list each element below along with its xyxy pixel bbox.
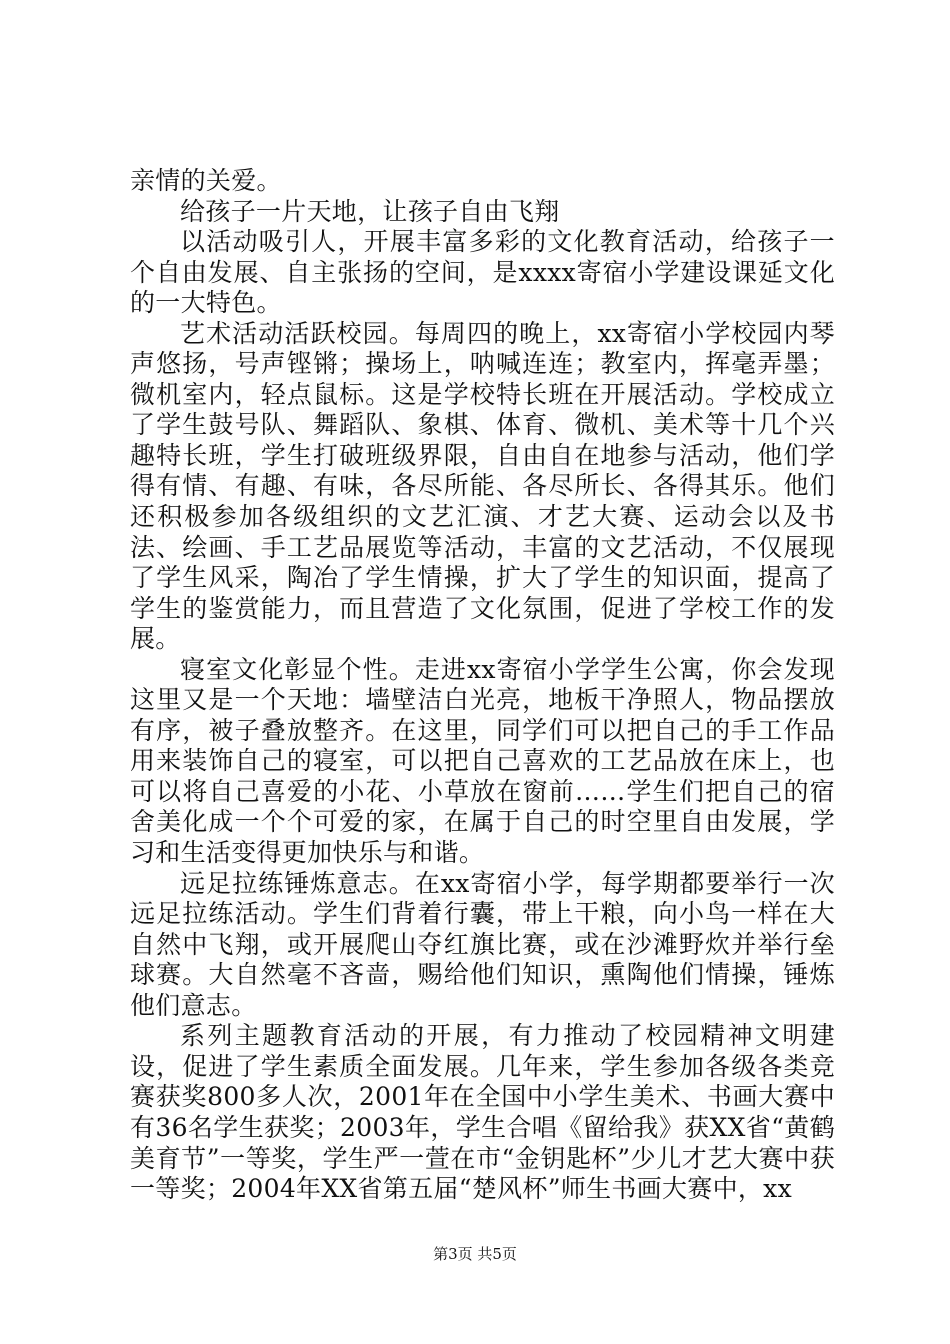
page-number: 第3页 共5页 [433, 1245, 517, 1263]
paragraph: 亲情的关爱。 [130, 166, 282, 195]
paragraph: 寝室文化彰显个性。走进xx寄宿小学学生公寓，你会发现这里又是一个天地：墙壁洁白光亮，地板干净照人，物品摆放有序，被子叠放整齐。在这里，同学们可以把自己的手工作品用来装饰自己的寝室，可以把自己喜欢的工艺品放在床上，也可以将自己喜爱的小花、小草放在窗前……学生们把自己的宿舍美化成一个个可爱的家，在属于自己的时空里自由发展，学习和生活变得更加快乐与和谐。 [130, 654, 835, 868]
paragraph: 系列主题教育活动的开展，有力推动了校园精神文明建设，促进了学生素质全面发展。几年来，学生参加各级各类竞赛获奖800多人次，2001年在全国中小学生美术、书画大赛中有36名学生获奖；2003年，学生合唱《留给我》获XX省“黄鹤美育节”一等奖，学生严一萱在市“金钥匙杯”少儿才艺大赛中获一等奖；2004年XX省第五届“楚风杯”师生书画大赛中，xx [130, 1021, 835, 1204]
paragraph: 以活动吸引人，开展丰富多彩的文化教育活动，给孩子一个自由发展、自主张扬的空间，是xxxx寄宿小学建设课延文化的一大特色。 [130, 227, 835, 318]
paragraph: 艺术活动活跃校园。每周四的晚上，xx寄宿小学校园内琴声悠扬，号声铿锵；操场上，呐喊连连；教室内，挥毫弄墨；微机室内，轻点鼠标。这是学校特长班在开展活动。学校成立了学生鼓号队、舞蹈队、象棋、体育、微机、美术等十几个兴趣特长班，学生打破班级界限，自由自在地参与活动，他们学得有情、有趣、有味，各尽所能、各尽所长、各得其乐。他们还积极参加各级组织的文艺汇演、才艺大赛、运动会以及书法、绘画、手工艺品展览等活动，丰富的文艺活动，不仅展现了学生风采，陶冶了学生情操，扩大了学生的知识面，提高了学生的鉴赏能力，而且营造了文化氛围，促进了学校工作的发展。 [130, 318, 835, 654]
section-heading: 给孩子一片天地，让孩子自由飞翔 [180, 196, 560, 226]
body-text [130, 166, 835, 1205]
page-footer [0, 1244, 950, 1264]
paragraph: 远足拉练锤炼意志。在xx寄宿小学，每学期都要举行一次远足拉练活动。学生们背着行囊，带上干粮，向小鸟一样在大自然中飞翔，或开展爬山夺红旗比赛，或在沙滩野炊并举行垒球赛。大自然毫不吝啬，赐给他们知识，熏陶他们情操，锤炼他们意志。 [130, 868, 835, 1020]
